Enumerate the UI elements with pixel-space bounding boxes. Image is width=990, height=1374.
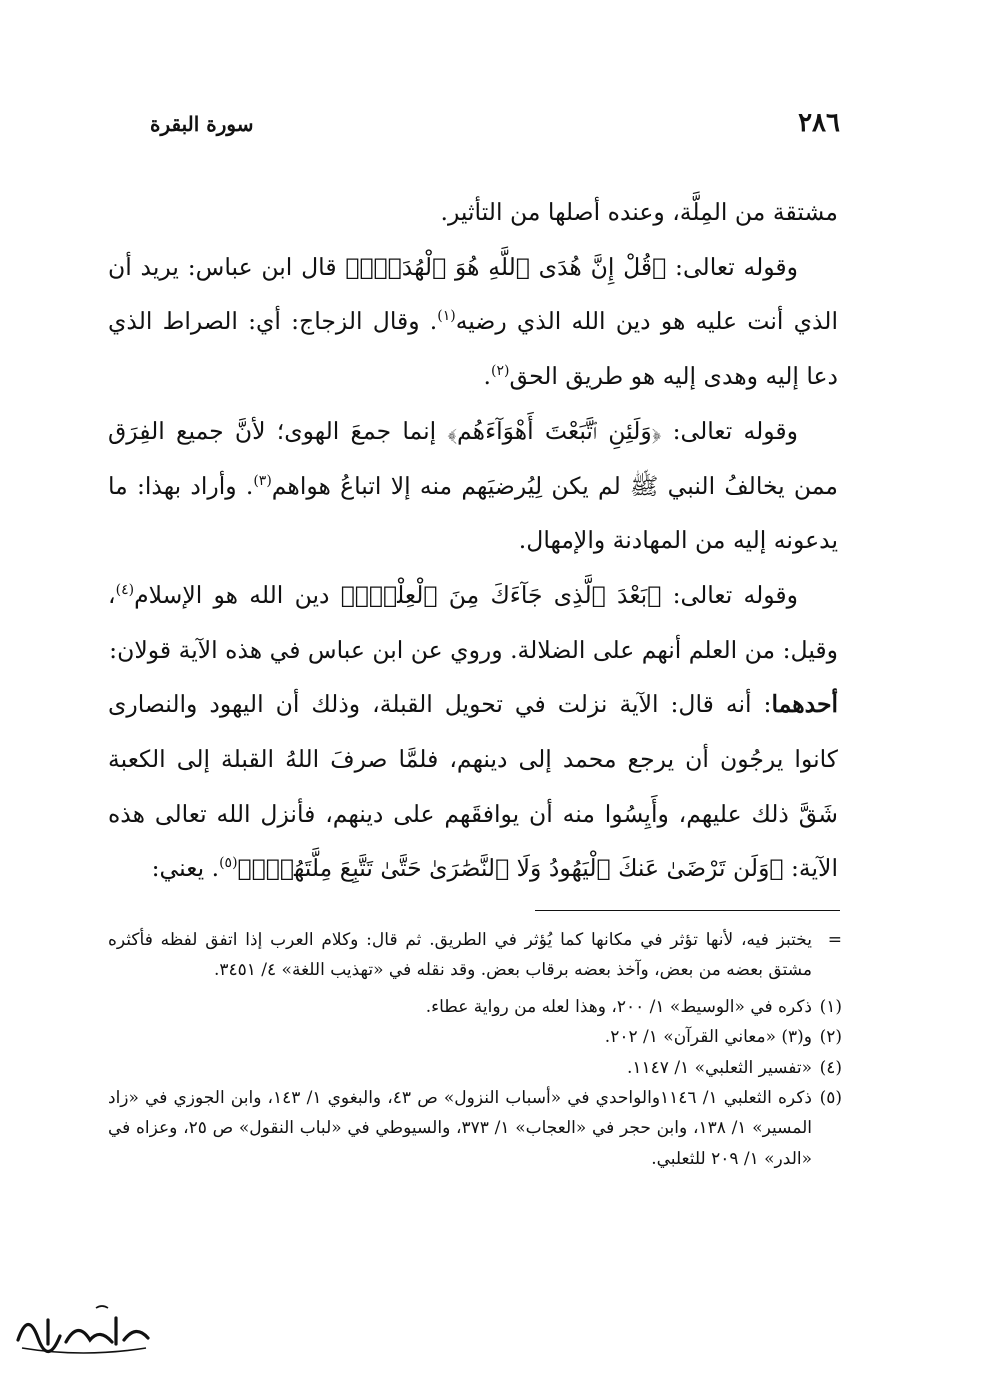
quran-verse: ﴿وَلَن تَرْضَىٰ عَنكَ ٱلْيَهُودُ وَلَا ٱلنَّصَٰرَىٰ حَتَّىٰ تَتَّبِعَ مِلَّتَهُمْۗ﴾ (237, 854, 784, 883)
p5-lead: أحدهما (771, 690, 838, 719)
quran-verse: ﴿قُلْ إِنَّ هُدَى ٱللَّهِ هُوَ ٱلْهُدَىٰۗ﴾ (345, 252, 667, 281)
paragraph-2 (108, 240, 838, 404)
footnote-text: و(٣) «معاني القرآن» ١/ ٢٠٢. (604, 1027, 812, 1048)
footnote-ref[interactable]: (٤) (115, 582, 135, 599)
p3-text: . وأراد بهذا: ما يدعونه إليه من المهادنة والإمهال. (108, 471, 838, 555)
footnote-item (108, 992, 842, 1022)
quran-verse: ﴿وَلَئِنِ ٱتَّبَعْتَ أَهْوَآءَهُم﴾ (447, 416, 662, 445)
p2-text: . وقال الزجاج: أي: الصراط الذي دعا إليه وهدى إليه هو طريق الحق (108, 307, 838, 391)
p4-text: ، وقيل: من العلم أنهم على الضلالة. وروي عن ابن عباس في هذه الآية قولان: (108, 580, 838, 664)
paragraph-1: مشتقة من المِلَّة، وعنده أصلها من التأثير. (440, 198, 838, 226)
calligraphy-logo (8, 1300, 158, 1360)
p2-text: . (483, 362, 492, 391)
footnote-divider (535, 910, 840, 911)
page-number: ٢٨٦ (798, 108, 840, 138)
p2-text: قال ابن عباس: يريد أن الذي أنت عليه هو دين الله الذي رضيه (108, 252, 838, 336)
p5-text: . يعني: (151, 854, 220, 883)
footnote-text: يختبز فيه، لأنها تؤثر في مكانها كما يُؤثر في الطريق. ثم قال: وكلام العرب إذا اتفق لفظه فأكثره مشتق بعضه من بعض، وآخذ بعضه برقاب بعض. وقد نقله في «تهذيب اللغة» ٤/ ٣٤٥١. (108, 930, 812, 981)
footnote-number: (٢) (819, 1027, 842, 1048)
surah-title: سورة البقرة (150, 112, 254, 136)
p2-intro: وقوله تعالى: (666, 252, 798, 281)
footnote-number: = (827, 930, 842, 950)
p3-intro: وقوله تعالى: (661, 416, 798, 445)
footnote-number: (٥) (819, 1088, 842, 1109)
footnote-text: «تفسير الثعلبي» ١/ ١١٤٧. (627, 1057, 812, 1078)
footnote-item (108, 1053, 842, 1083)
footnote-number: (٤) (819, 1057, 842, 1078)
quran-verse: ﴿بَعْدَ ٱلَّذِى جَآءَكَ مِنَ ٱلْعِلْمِۙ﴾ (340, 580, 662, 609)
p3-text: إنما جمعَ الهوى؛ لأنَّ جميع الفِرَق ممن يخالفُ النبي ﷺ لم يكن لِيُرضيَهم منه إلا اتباعُ هواهم (108, 416, 838, 500)
footnote-ref[interactable]: (٣) (253, 472, 272, 489)
footnote-item (108, 1022, 842, 1052)
footnote-number: (١) (819, 996, 842, 1017)
footnote-text: ذكره الثعلبي ١/ ١١٤٦والواحدي في «أسباب النزول» ص ٤٣، والبغوي ١/ ١٤٣، وابن الجوزي في «زاد المسير» ١/ ١٣٨، وابن حجر في «العجاب» ١/ ٣٧٣، والسيوطي في «لباب النقول» ص ٢٥، وعزاه في «الدر» ١/ ٢٠٩ للثعلبي. (108, 1088, 812, 1169)
p4-intro: وقوله تعالى: (661, 580, 799, 609)
p4-text: دين الله هو الإسلام (134, 580, 341, 609)
paragraph-3 (108, 404, 838, 568)
footnote-ref[interactable]: (١) (437, 308, 456, 325)
footnote-item (108, 1083, 842, 1174)
footnote-ref[interactable]: (٥) (219, 855, 238, 872)
p5-text: : أنه قال: الآية نزلت في تحويل القبلة، وذلك أن اليهود والنصارى كانوا يرجُون أن يرجع محمد إلى دينهم، فلمَّا صرفَ اللهُ القبلة إلى الكعبة شَقَّ ذلك عليهم، وأَيِسُوا منه أن يوافقَهم على دينهم، فأنزل الله تعالى هذه الآية: (108, 690, 838, 883)
footnote-text: ذكره في «الوسيط» ١/ ٢٠٠، وهذا لعله من رواية عطاء. (425, 996, 812, 1017)
footnote-item (108, 925, 842, 986)
paragraph-5 (108, 677, 838, 896)
footnote-ref[interactable]: (٢) (491, 363, 510, 380)
paragraph-4 (108, 568, 838, 677)
page-header (150, 108, 840, 138)
main-text (108, 185, 838, 896)
footnotes (108, 925, 842, 1174)
logo-icon (8, 1300, 158, 1360)
